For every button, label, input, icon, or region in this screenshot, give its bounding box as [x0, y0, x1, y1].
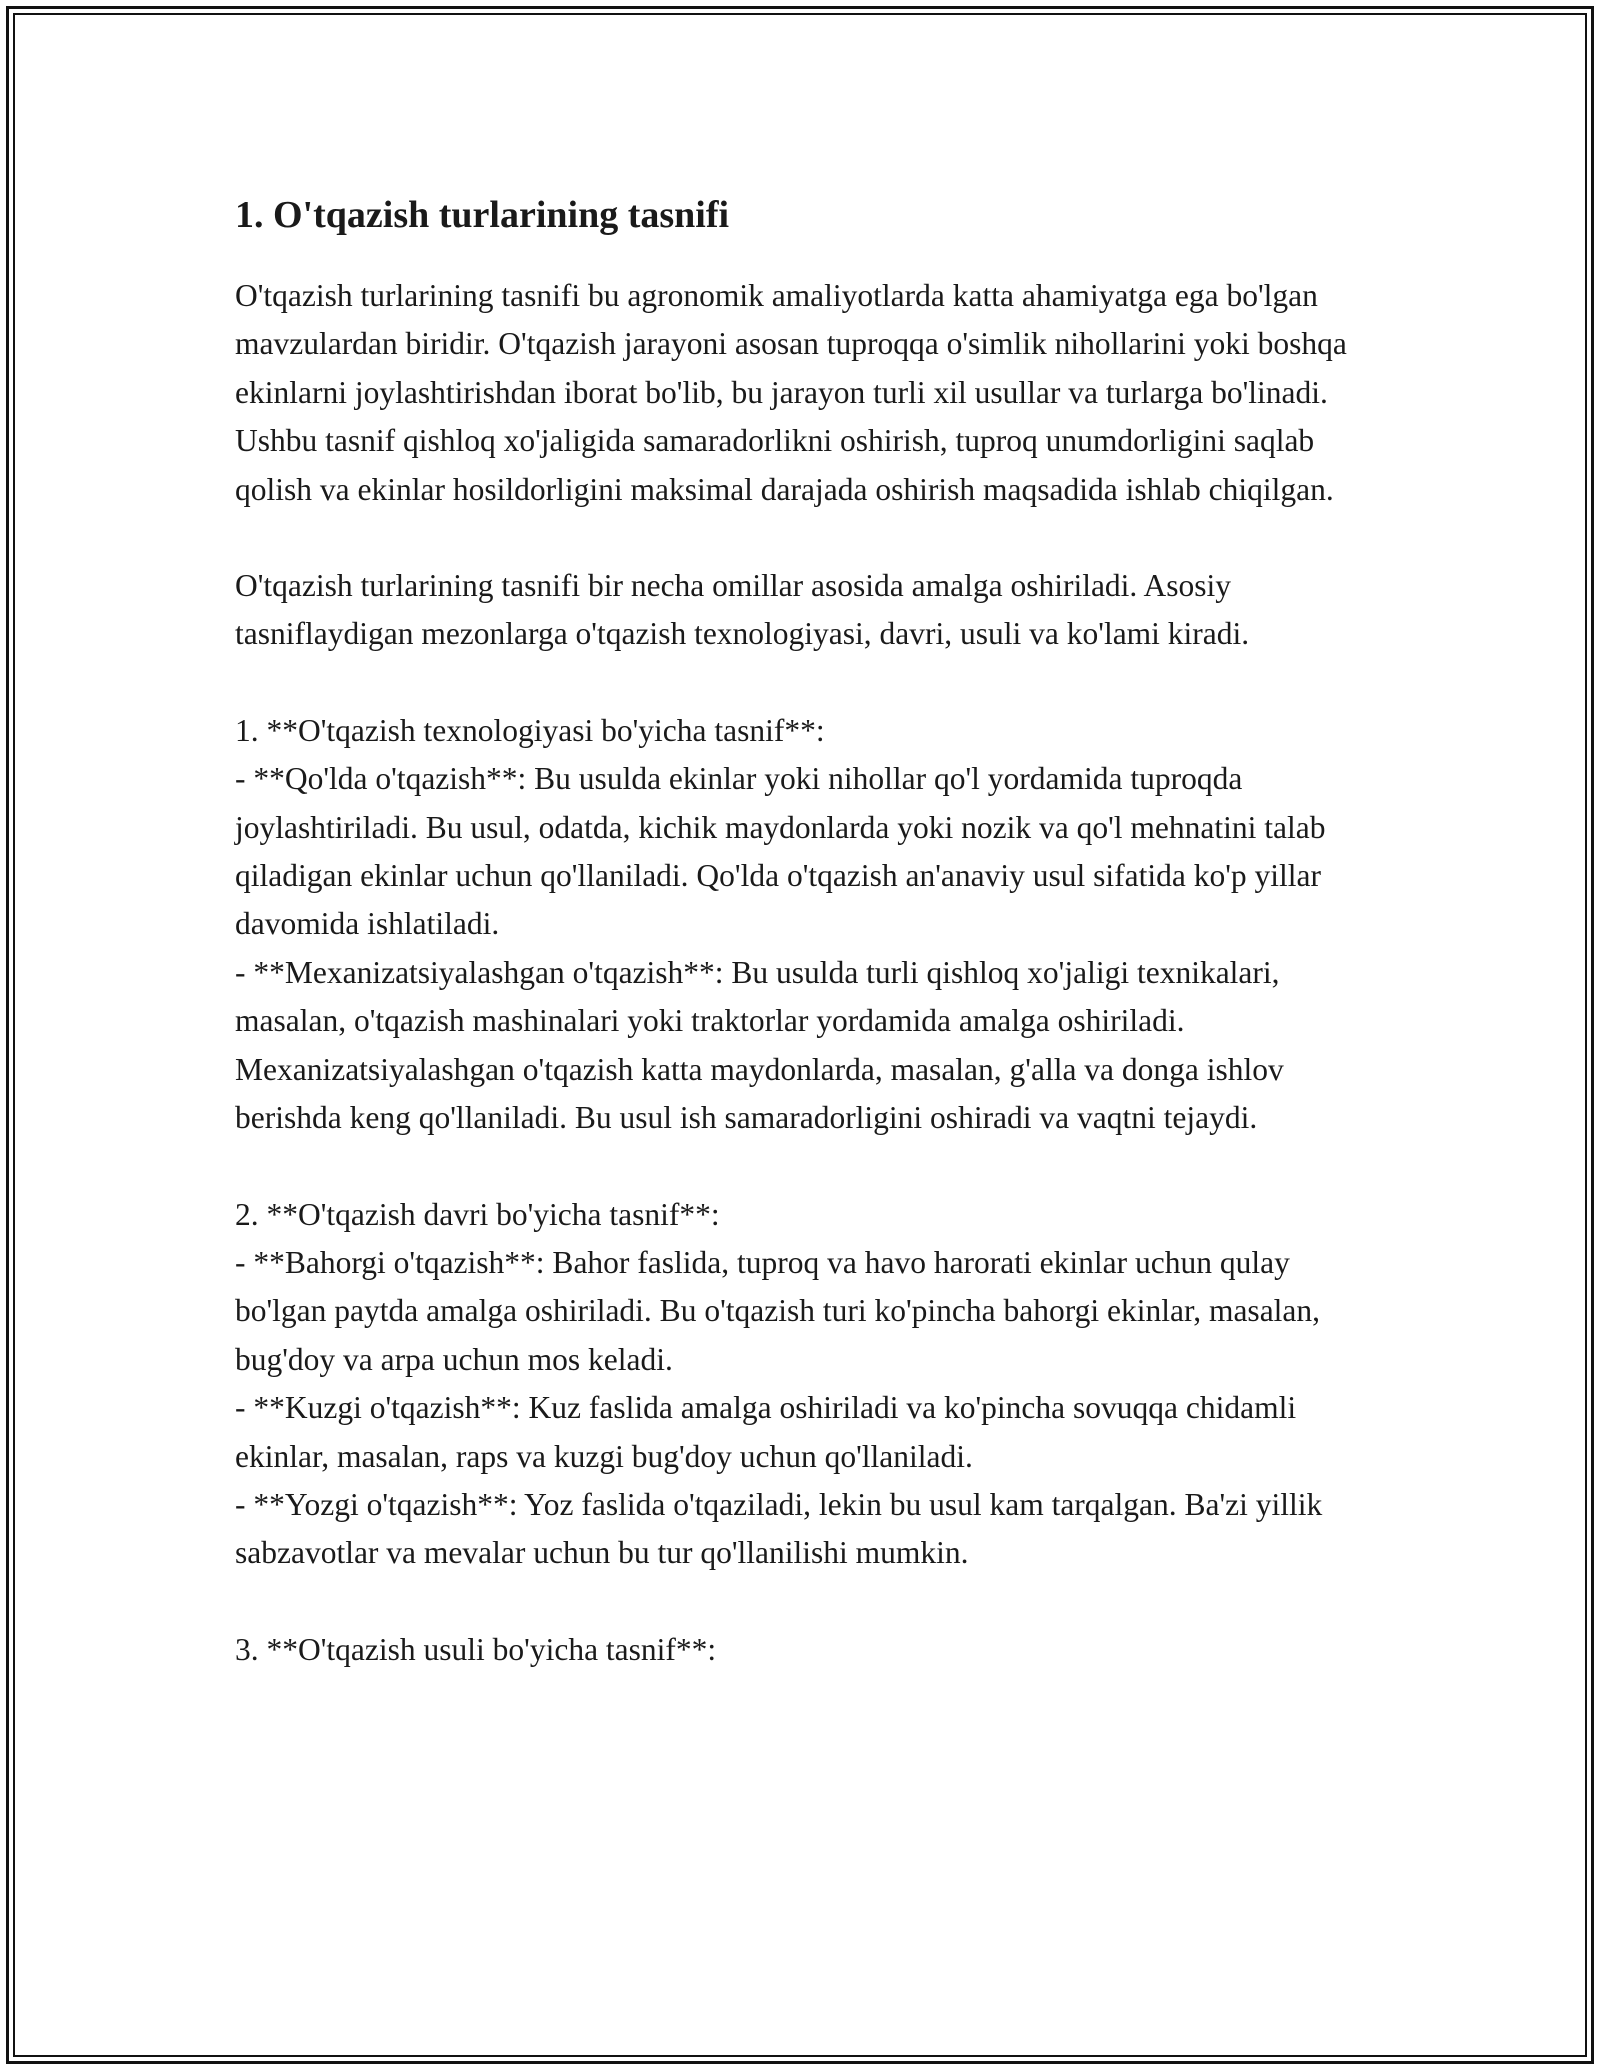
paragraph-criteria: O'tqazish turlarining tasnifi bir necha omillar asosida amalga oshiriladi. Asosiy tasniflaydigan mezonlarga o'tqazish texnologiyasi, davri, usuli va ko'lami kiradi.	[235, 568, 1250, 652]
section-title: 1. O'tqazish turlarining tasnifi	[235, 194, 730, 236]
list-item-period: 2. **O'tqazish davri bo'yicha tasnif**: - **Bahorgi o'tqazish**: Bahor faslida, tuproq va havo harorati ekinlar uchun qulay bo'lgan paytda amalga oshiriladi. Bu o'tqazish turi ko'pincha bahorgi ekinlar, masalan, bug'doy va arpa uchun mos keladi. - **Kuzgi o'tqazish**: Kuz faslida amalga oshiriladi va ko'pincha sovuqqa chidamli ekinlar, masalan, raps va kuzgi bug'doy uchun qo'llaniladi. - **Yozgi o'tqazish**: Yoz faslida o'tqaziladi, lekin bu usul kam tarqalgan. Ba'zi yillik sabzavotlar va mevalar uchun bu tur qo'llanilishi mumkin.	[235, 1196, 1323, 1571]
document-body	[235, 188, 1365, 1722]
list-item-method: 3. **O'tqazish usuli bo'yicha tasnif**:	[235, 1631, 717, 1667]
list-item-technology: 1. **O'tqazish texnologiyasi bo'yicha tasnif**: - **Qo'lda o'tqazish**: Bu usulda ekinlar yoki nihollar qo'l yordamida tuproqda joylashtiriladi. Bu usul, odatda, kichik maydonlarda yoki nozik va qo'l mehnatini talab qiladigan ekinlar uchun qo'llaniladi. Qo'lda o'tqazish an'anaviy usul sifatida ko'p yillar davomida ishlatiladi. - **Mexanizatsiyalashgan o'tqazish**: Bu usulda turli qishloq xo'jaligi texnikalari, masalan, o'tqazish mashinalari yoki traktorlar yordamida amalga oshiriladi. Mexanizatsiyalashgan o'tqazish katta maydonlarda, masalan, g'alla va donga ishlov berishda keng qo'llaniladi. Bu usul ish samaradorligini oshiradi va vaqtni tejaydi.	[235, 712, 1326, 1136]
paragraph-intro: O'tqazish turlarining tasnifi bu agronomik amaliyotlarda katta ahamiyatga ega bo'lgan mavzulardan biridir. O'tqazish jarayoni asosan tuproqqa o'simlik nihollarini yoki boshqa ekinlarni joylashtirishdan iborat bo'lib, bu jarayon turli xil usullar va turlarga bo'linadi. Ushbu tasnif qishloq xo'jaligida samaradorlikni oshirish, tuproq unumdorligini saqlab qolish va ekinlar hosildorligini maksimal darajada oshirish maqsadida ishlab chiqilgan.	[235, 278, 1347, 507]
